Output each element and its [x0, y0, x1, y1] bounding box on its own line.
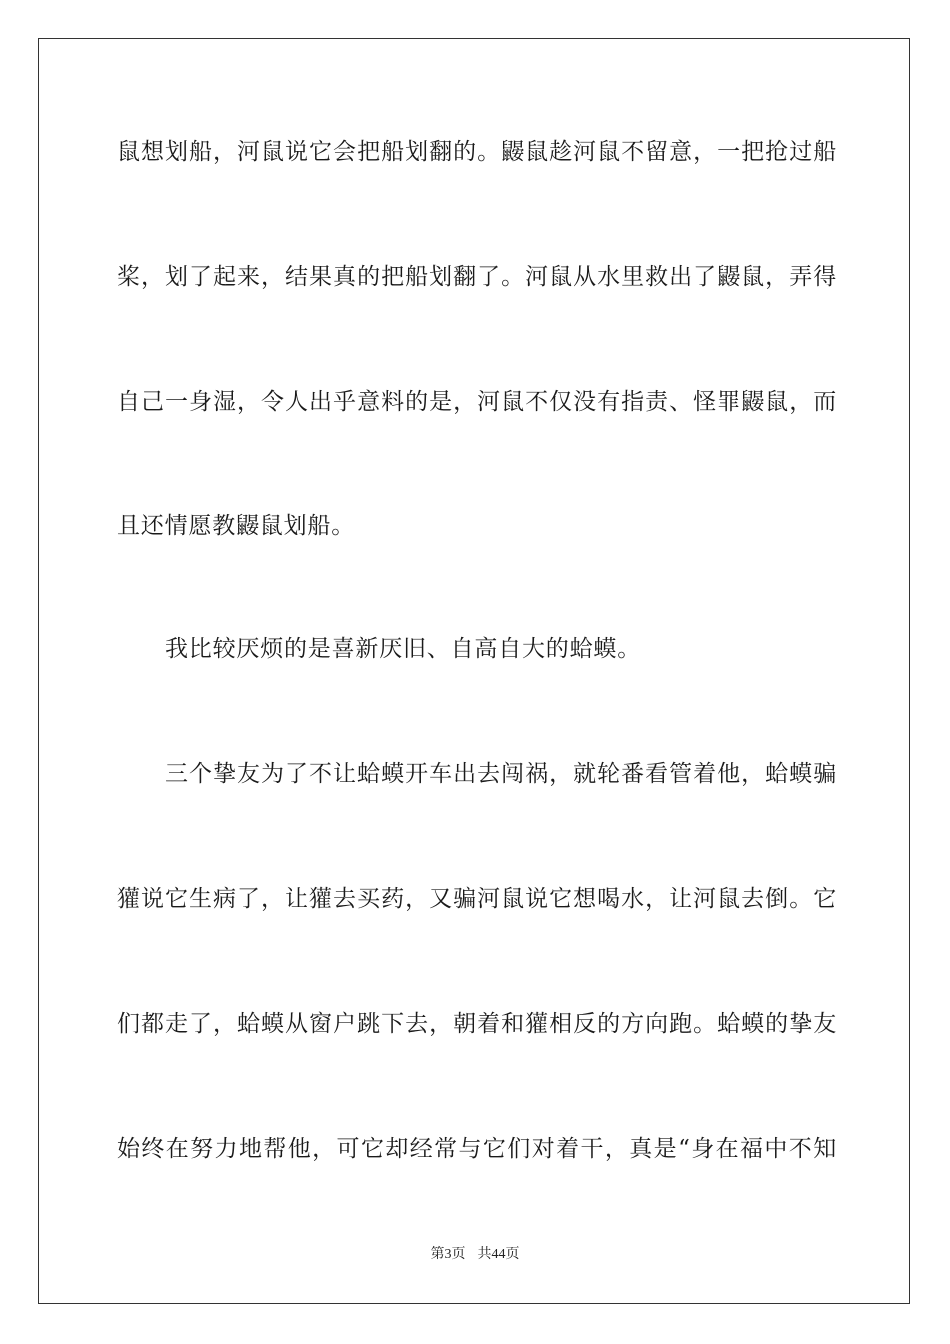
body-text-line: 鼠想划船，河鼠说它会把船划翻的。鼹鼠趁河鼠不留意，一把抢过船 [117, 139, 837, 165]
body-text-line: 獾说它生病了，让獾去买药，又骗河鼠说它想喝水，让河鼠去倒。它 [117, 886, 837, 912]
body-text-line: 桨，划了起来，结果真的把船划翻了。河鼠从水里救出了鼹鼠，弄得 [117, 264, 837, 290]
paragraph-first-line: 我比较厌烦的是喜新厌旧、自高自大的蛤蟆。 [165, 636, 641, 662]
page-number: 第3页 [430, 1247, 466, 1262]
page-footer [0, 1245, 950, 1265]
paragraph-first-line: 三个挚友为了不让蛤蟆开车出去闯祸，就轮番看管着他，蛤蟆骗 [165, 761, 837, 787]
page-total: 共44页 [477, 1247, 520, 1262]
body-text-line: 且还情愿教鼹鼠划船。 [117, 513, 355, 539]
body-text-line: 始终在努力地帮他，可它却经常与它们对着干，真是“身在福中不知 [117, 1136, 837, 1162]
page-border [38, 38, 910, 1304]
body-text-line: 自己一身湿，令人出乎意料的是，河鼠不仅没有指责、怪罪鼹鼠，而 [117, 389, 837, 415]
body-text-line: 们都走了，蛤蟆从窗户跳下去，朝着和獾相反的方向跑。蛤蟆的挚友 [117, 1011, 837, 1037]
